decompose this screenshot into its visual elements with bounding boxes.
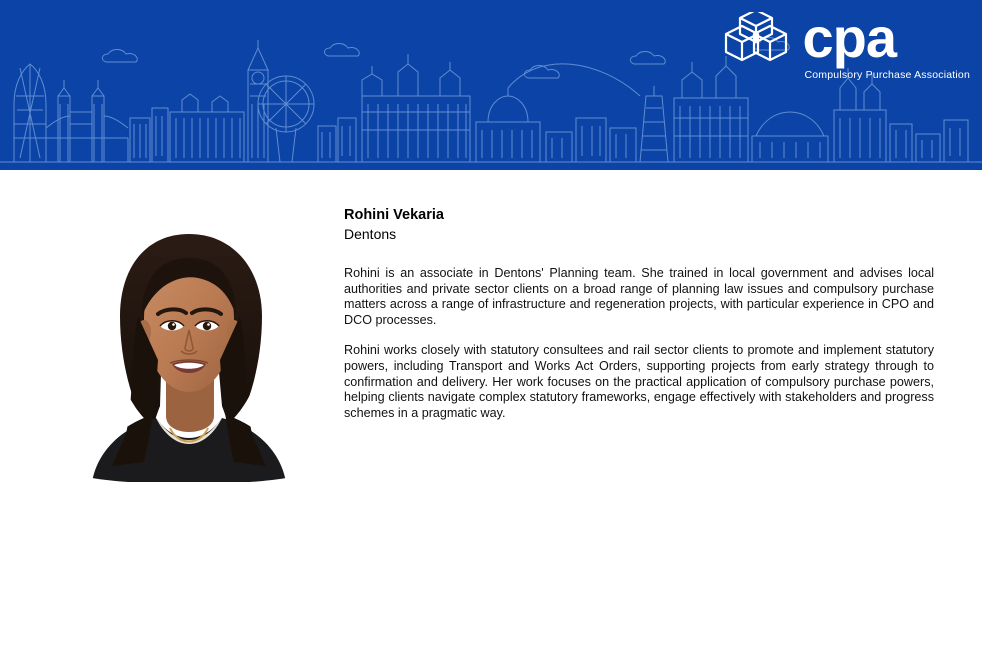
cube-logo-icon <box>720 12 792 74</box>
logo-wordmark: cpa <box>802 6 896 69</box>
bio-paragraph-1: Rohini is an associate in Dentons' Planning team. She trained in local government and advises local authorities and private sector clients on a broad range of planning law issues and compulsory purchase matters across a range of infrastructure and regeneration projects, with particular experience in CPO and DCO processes. <box>344 266 934 327</box>
bio-paragraph-2: Rohini works closely with statutory consultees and rail sector clients to promote and implement statutory powers, including Transport and Works Act Orders, supporting projects from early strategy through to confirmation and delivery. Her work focuses on the practical application of compulsory purchase powers, helping clients navigate complex statutory frameworks, engage effectively with stakeholders and progress schemes in a pragmatic way. <box>344 343 934 420</box>
header-banner <box>0 0 982 170</box>
person-name: Rohini Vekaria <box>344 207 444 223</box>
portrait-photo <box>82 220 297 485</box>
bio-block <box>344 206 934 421</box>
cpa-logo <box>720 6 970 82</box>
profile-content <box>0 170 982 666</box>
logo-subtitle: Compulsory Purchase Association <box>804 69 970 81</box>
person-organisation: Dentons <box>344 226 397 242</box>
